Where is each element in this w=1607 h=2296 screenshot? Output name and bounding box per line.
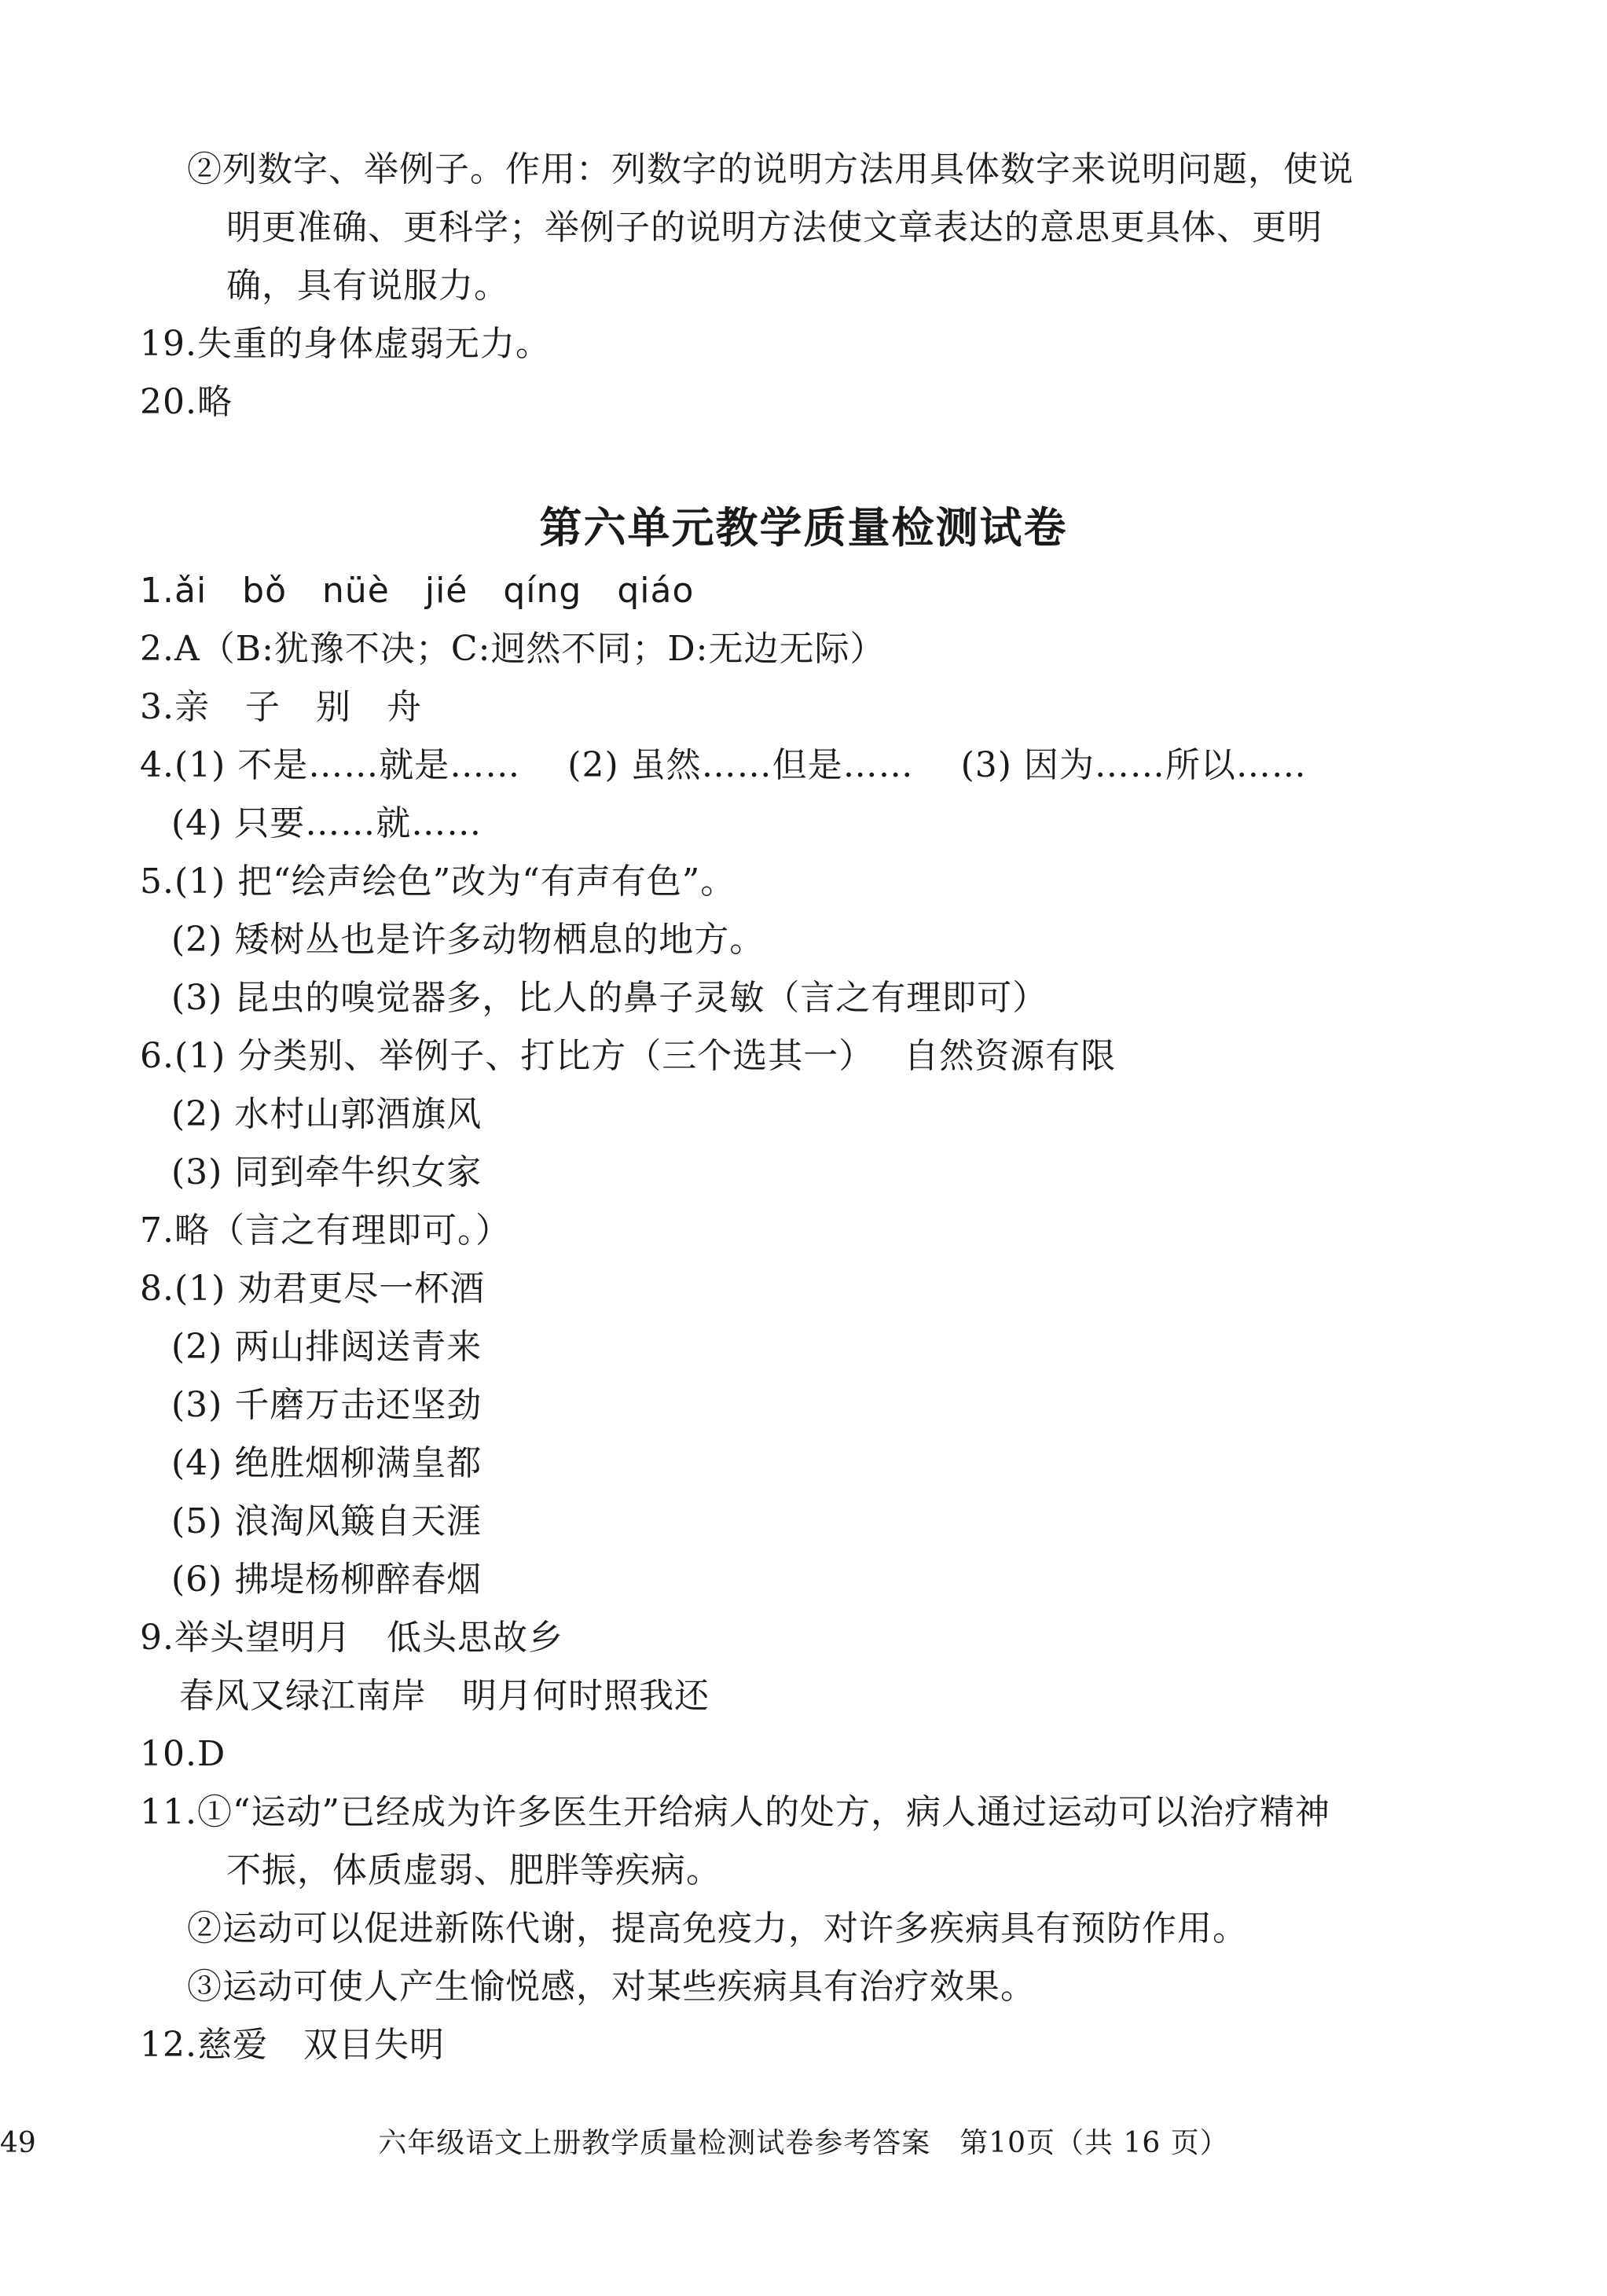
answer-line: 12.慈爱 双目失明 [140,2025,445,2065]
page-footer: 六年级语文上册教学质量检测试卷参考答案 第10页（共 16 页） [378,2127,1229,2159]
answer-line: (3) 千磨万击还坚劲 [171,1385,482,1425]
answer-line: (3) 同到牵牛织女家 [171,1152,482,1192]
answer-line: 2.A（B:犹豫不决；C:迥然不同；D:无边无际） [140,629,886,669]
answer-line: 春风又绿江南岸 明月何时照我还 [179,1676,710,1716]
answer-line: 4.(1) 不是……就是…… (2) 虽然……但是…… (3) 因为……所以…… [140,745,1307,785]
section-title: 第六单元教学质量检测试卷 [539,503,1068,553]
answer-line: (4) 绝胜烟柳满皇都 [171,1443,482,1483]
answer-line: 确，具有说服力。 [226,266,509,306]
answer-line: 明更准确、更科学；举例子的说明方法使文章表达的意思更具体、更明 [226,208,1323,248]
answer-line: (2) 矮树丛也是许多动物栖息的地方。 [171,920,765,960]
answer-line: ②列数字、举例子。作用：列数字的说明方法用具体数字来说明问题，使说 [187,149,1354,189]
answer-line: (2) 水村山郭酒旗风 [171,1094,482,1134]
answer-line: (2) 两山排闼送青来 [171,1327,482,1367]
answer-line: 1.ǎi bǒ nüè jié qíng qiáo [140,571,695,611]
answer-line: 9.举头望明月 低头思故乡 [140,1618,563,1658]
answer-line: (6) 拂堤杨柳醉春烟 [171,1559,482,1600]
page-number: 49 [0,2127,36,2159]
answer-line: 不振，体质虚弱、肥胖等疾病。 [226,1850,721,1890]
answer-line: 7.略（言之有理即可。） [140,1210,511,1251]
answer-line: (5) 浪淘风簸自天涯 [171,1501,482,1541]
answer-line: 5.(1) 把“绘声绘色”改为“有声有色”。 [140,861,736,902]
answer-line: 3.亲 子 别 舟 [140,687,422,727]
answer-line: (4) 只要……就…… [171,803,482,843]
answer-line: 6.(1) 分类别、举例子、打比方（三个选其一） 自然资源有限 [140,1036,1117,1076]
answer-line: ③运动可使人产生愉悦感，对某些疾病具有治疗效果。 [187,1967,1036,2007]
answer-line: 8.(1) 劝君更尽一杯酒 [140,1269,486,1309]
answer-line: (3) 昆虫的嗅觉器多，比人的鼻子灵敏（言之有理即可） [171,978,1048,1018]
answer-line: 10.D [140,1734,226,1774]
answer-line: 20.略 [140,382,233,422]
answer-line: 11.①“运动”已经成为许多医生开给病人的处方，病人通过运动可以治疗精神 [140,1792,1330,1832]
answer-line: ②运动可以促进新陈代谢，提高免疫力，对许多疾病具有预防作用。 [187,1908,1248,1949]
answer-line: 19.失重的身体虚弱无力。 [140,324,551,364]
